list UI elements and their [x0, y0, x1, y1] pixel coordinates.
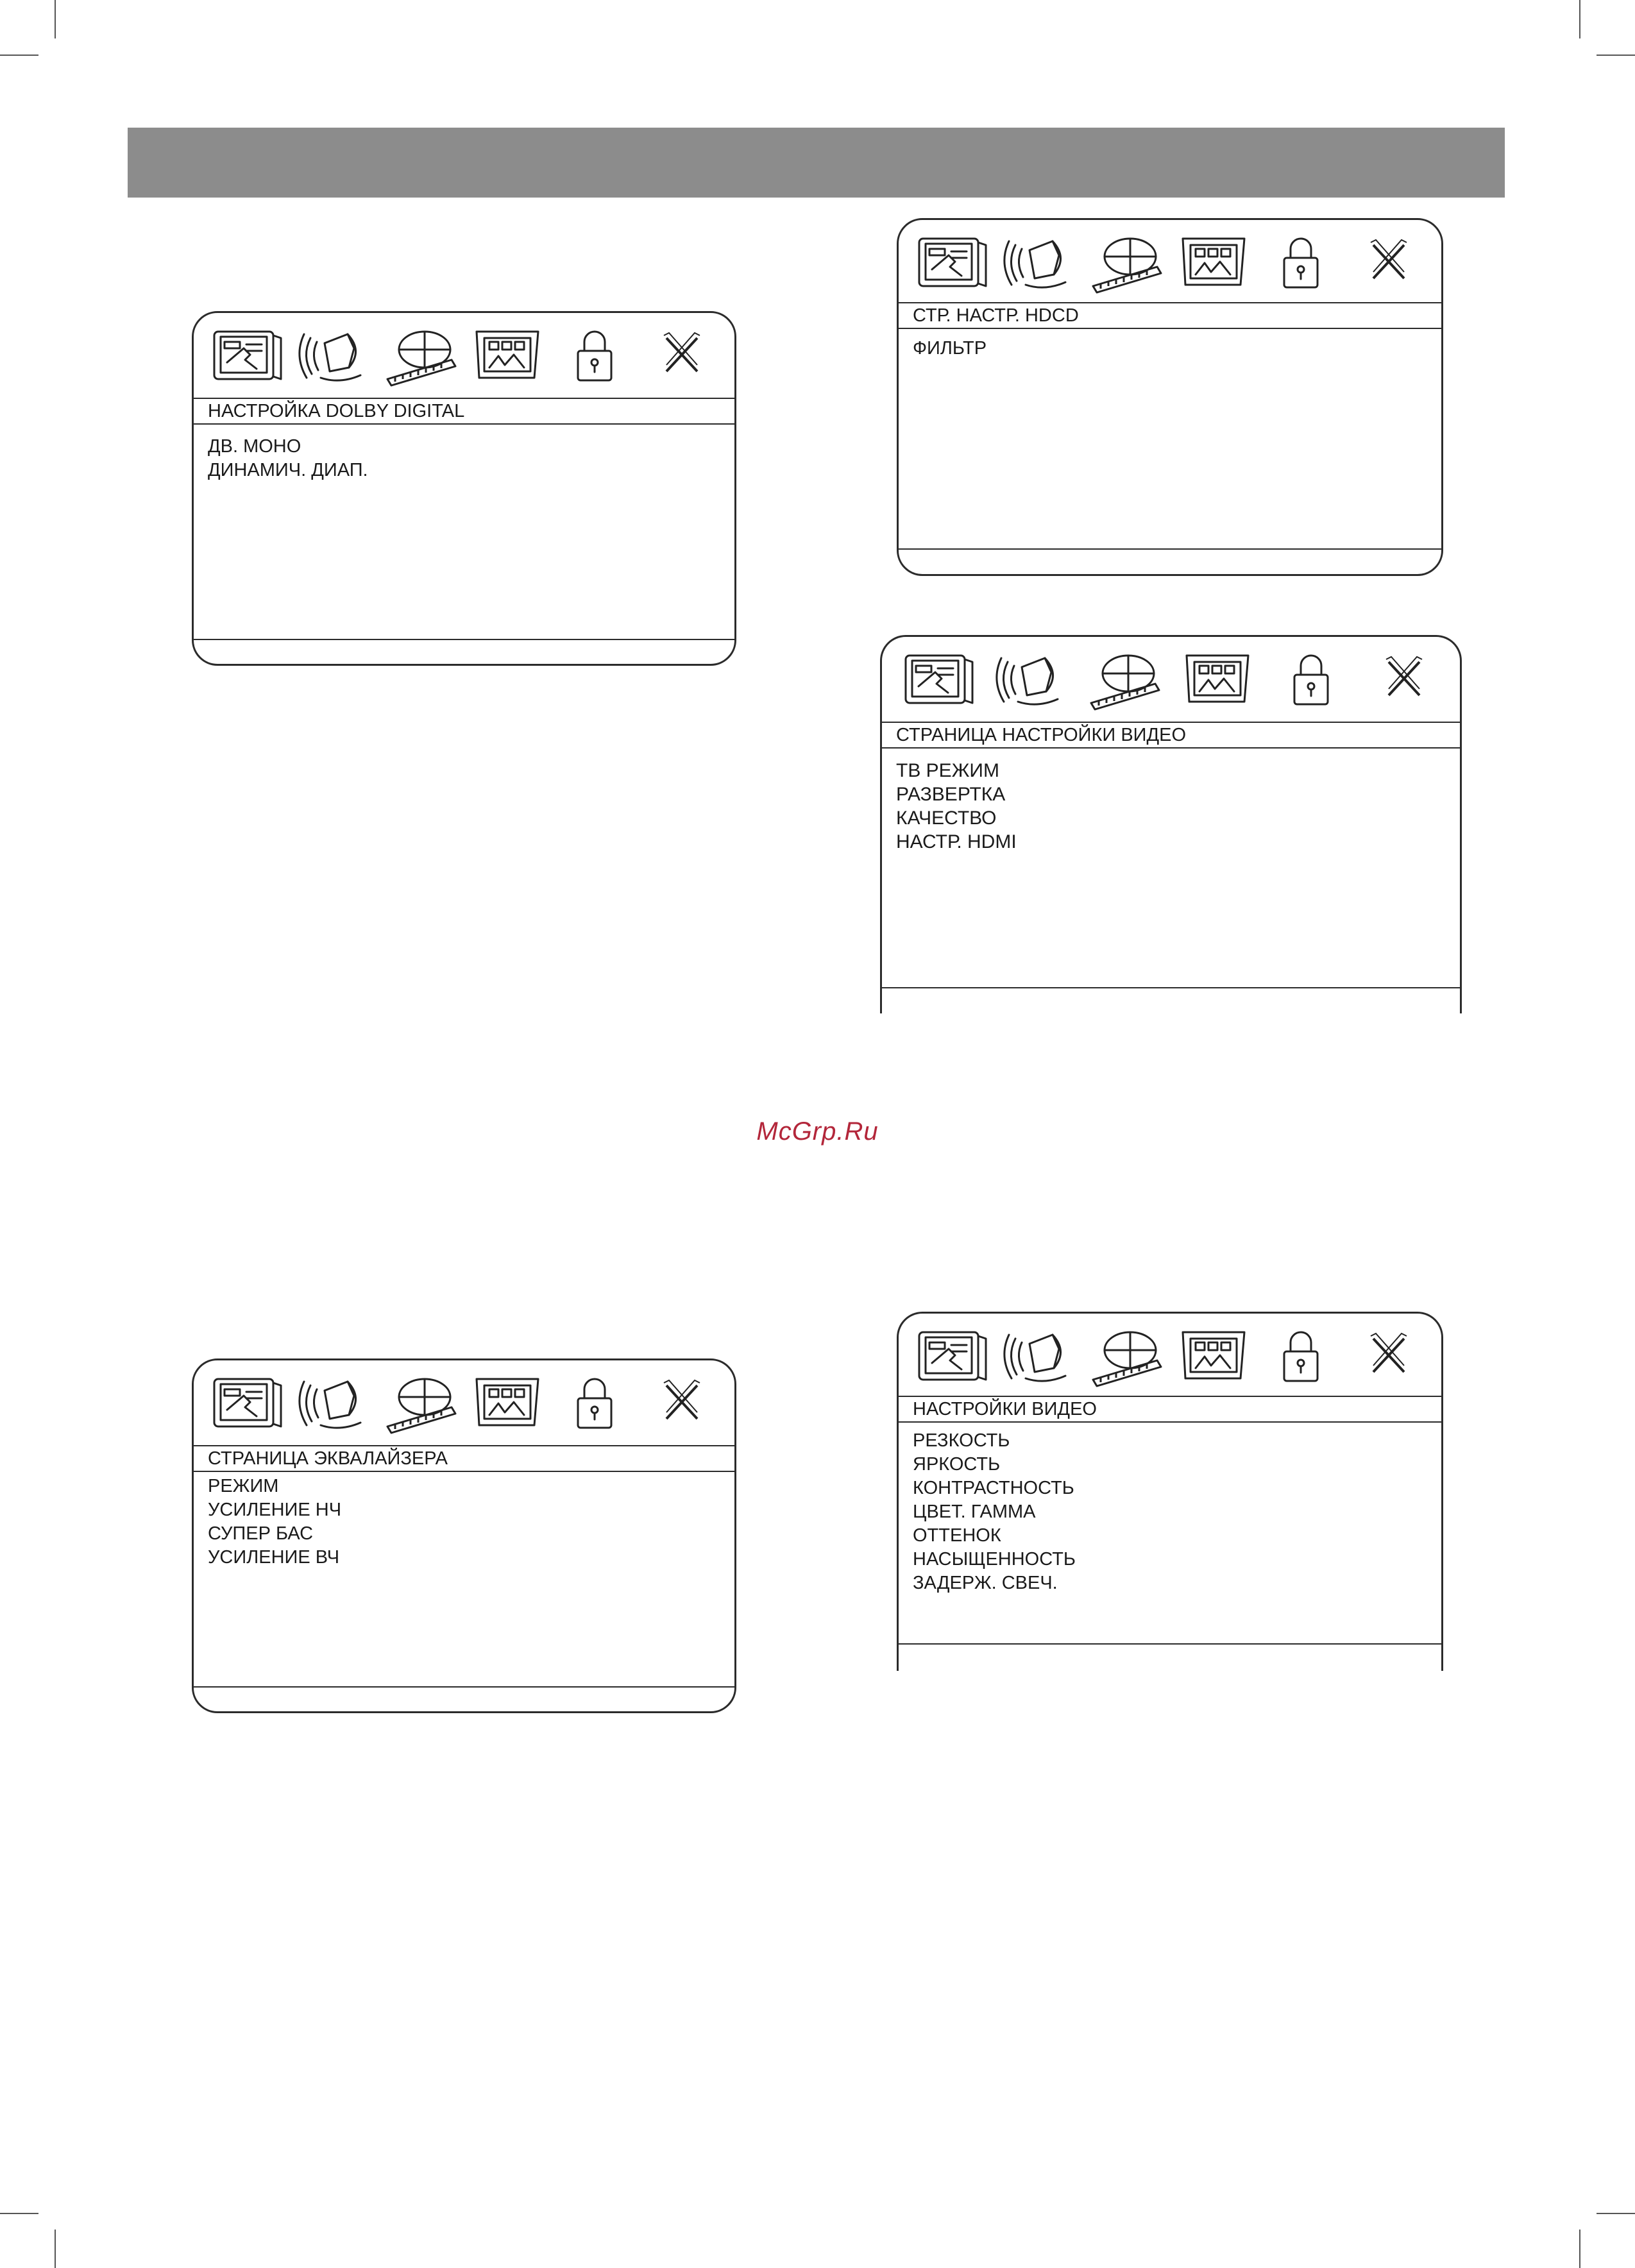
- disc-reel-icon[interactable]: [1088, 1323, 1165, 1387]
- menu-item[interactable]: ДИНАМИЧ. ДИАП.: [208, 460, 368, 480]
- close-icon[interactable]: [1350, 230, 1427, 294]
- tv-setup-icon[interactable]: [208, 1370, 285, 1434]
- padlock-icon[interactable]: [556, 323, 633, 387]
- padlock-icon[interactable]: [556, 1370, 633, 1434]
- close-icon[interactable]: [1350, 1323, 1427, 1387]
- menu-item[interactable]: УСИЛЕНИЕ НЧ: [208, 1500, 342, 1520]
- hdcd-setup-panel: [897, 218, 1443, 576]
- speaker-audio-icon[interactable]: [1000, 230, 1077, 294]
- video-screen-icon[interactable]: [469, 1370, 546, 1434]
- panel-title: НАСТРОЙКИ ВИДЕО: [899, 1396, 1441, 1423]
- crop-mark: [1579, 2230, 1580, 2268]
- tv-setup-icon[interactable]: [208, 323, 285, 387]
- padlock-icon[interactable]: [1273, 647, 1350, 711]
- panel-footer-line: [194, 1686, 734, 1688]
- video-setup-page-panel: [880, 635, 1462, 1013]
- menu-item[interactable]: ТВ РЕЖИМ: [896, 760, 999, 781]
- menu-icon-bar: [899, 220, 1441, 303]
- crop-mark: [55, 0, 56, 38]
- menu-item-list: [896, 759, 1017, 854]
- close-icon[interactable]: [1366, 647, 1443, 711]
- menu-icon-bar: [194, 313, 734, 396]
- equalizer-page-panel: [192, 1358, 736, 1713]
- panel-footer-line: [899, 1643, 1441, 1645]
- tv-setup-icon[interactable]: [899, 647, 976, 711]
- speaker-audio-icon[interactable]: [992, 647, 1069, 711]
- menu-item[interactable]: ЯРКОСТЬ: [913, 1454, 1001, 1475]
- tv-setup-icon[interactable]: [913, 1323, 990, 1387]
- video-settings-panel: [897, 1312, 1443, 1671]
- panel-title: СТРАНИЦА ЭКВАЛАЙЗЕРА: [194, 1445, 734, 1472]
- disc-reel-icon[interactable]: [382, 323, 459, 387]
- menu-item[interactable]: ФИЛЬТР: [913, 338, 987, 359]
- video-screen-icon[interactable]: [469, 323, 546, 387]
- crop-mark: [0, 2213, 38, 2214]
- crop-mark: [0, 55, 38, 56]
- menu-item-list: [208, 435, 368, 482]
- video-screen-icon[interactable]: [1175, 1323, 1252, 1387]
- page-header-bar: [128, 128, 1505, 198]
- dolby-setup-panel: [192, 311, 736, 666]
- close-icon[interactable]: [643, 1370, 720, 1434]
- speaker-audio-icon[interactable]: [1000, 1323, 1077, 1387]
- tv-setup-icon[interactable]: [913, 230, 990, 294]
- menu-item[interactable]: ЗАДЕРЖ. СВЕЧ.: [913, 1573, 1058, 1593]
- menu-item[interactable]: ДВ. МОНО: [208, 436, 301, 457]
- speaker-audio-icon[interactable]: [295, 323, 372, 387]
- menu-item[interactable]: РЕЖИМ: [208, 1476, 279, 1496]
- menu-item-list: [913, 337, 987, 360]
- panel-title: СТР. НАСТР. HDCD: [899, 302, 1441, 329]
- menu-item[interactable]: УСИЛЕНИЕ ВЧ: [208, 1547, 340, 1568]
- menu-item[interactable]: СУПЕР БАС: [208, 1523, 314, 1544]
- menu-item[interactable]: КАЧЕСТВО: [896, 808, 997, 829]
- disc-reel-icon[interactable]: [1086, 647, 1163, 711]
- disc-reel-icon[interactable]: [382, 1370, 459, 1434]
- menu-icon-bar: [882, 637, 1460, 720]
- crop-mark: [1597, 55, 1635, 56]
- menu-item[interactable]: НАСЫЩЕННОСТЬ: [913, 1549, 1076, 1570]
- crop-mark: [1597, 2213, 1635, 2214]
- menu-item[interactable]: РАЗВЕРТКА: [896, 784, 1006, 805]
- panel-footer-line: [882, 987, 1460, 988]
- video-screen-icon[interactable]: [1175, 230, 1252, 294]
- crop-mark: [1579, 0, 1580, 38]
- menu-item[interactable]: НАСТР. HDMI: [896, 831, 1017, 852]
- padlock-icon[interactable]: [1262, 1323, 1339, 1387]
- panel-footer-line: [194, 639, 734, 640]
- menu-item[interactable]: ОТТЕНОК: [913, 1525, 1001, 1546]
- menu-item-list: [208, 1475, 341, 1570]
- menu-item-list: [913, 1429, 1076, 1595]
- close-icon[interactable]: [643, 323, 720, 387]
- crop-mark: [55, 2230, 56, 2268]
- panel-footer-line: [899, 548, 1441, 550]
- video-screen-icon[interactable]: [1179, 647, 1256, 711]
- menu-icon-bar: [899, 1314, 1441, 1397]
- watermark-text: McGrp.Ru: [756, 1117, 879, 1146]
- padlock-icon[interactable]: [1262, 230, 1339, 294]
- menu-icon-bar: [194, 1360, 734, 1444]
- menu-item[interactable]: КОНТРАСТНОСТЬ: [913, 1478, 1074, 1498]
- speaker-audio-icon[interactable]: [295, 1370, 372, 1434]
- disc-reel-icon[interactable]: [1088, 230, 1165, 294]
- panel-title: НАСТРОЙКА DOLBY DIGITAL: [194, 398, 734, 425]
- menu-item[interactable]: ЦВЕТ. ГАММА: [913, 1502, 1036, 1522]
- menu-item[interactable]: РЕЗКОСТЬ: [913, 1430, 1010, 1451]
- panel-title: СТРАНИЦА НАСТРОЙКИ ВИДЕО: [882, 722, 1460, 749]
